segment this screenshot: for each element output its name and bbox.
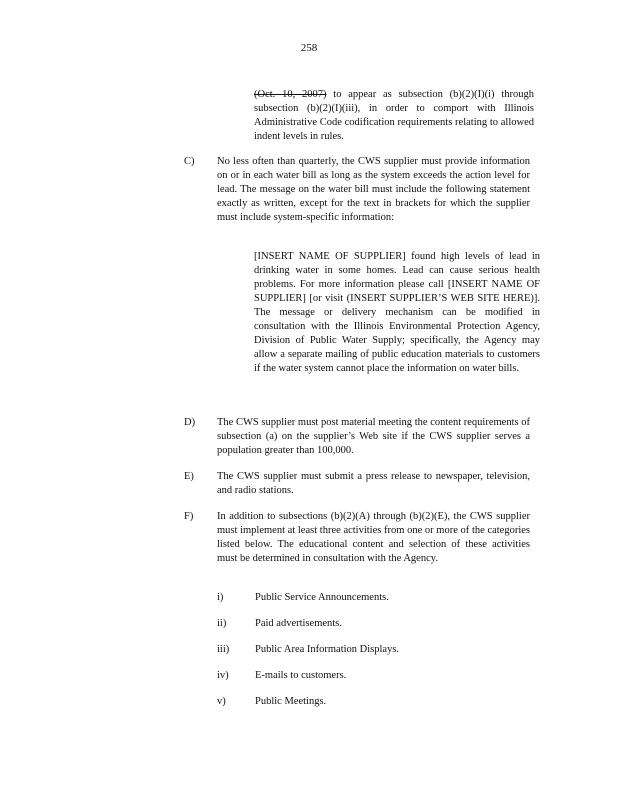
- subitem-label-iv: iv): [217, 670, 229, 681]
- subitem-text-v: Public Meetings.: [255, 696, 327, 707]
- water-bill-statement: [INSERT NAME OF SUPPLIER] found high levels of lead in drinking water in some homes. Lead can cause serious health problems. For more information please call [INSERT NAME OF SUPPLIER] [or visit (INSERT SUPPLIER’S WEB SITE HERE)]. The message or delivery mechanism can be modified in consultation with the Illinois Environmental Protection Agency, Division of Public Water Supply; specifically, the Agency may allow a separate mailing of public education materials to customers if the water system cannot place the information on water bills.: [254, 251, 540, 374]
- item-text-c: No less often than quarterly, the CWS supplier must provide information on or in each water bill as long as the system exceeds the action level for lead. The message on the water bill must include the following statement exactly as written, except for the text in brackets for which the supplier must include system-specific information:: [217, 156, 530, 223]
- item-text-d: The CWS supplier must post material meeting the content requirements of subsection (a) on the supplier’s Web site if the CWS supplier serves a population greater than 100,000.: [217, 417, 530, 456]
- item-label-c: C): [184, 156, 195, 167]
- struck-date: (Oct. 10, 2007): [254, 89, 327, 100]
- subitem-label-v: v): [217, 696, 226, 707]
- subitem-text-iv: E-mails to customers.: [255, 670, 347, 681]
- item-text-f: In addition to subsections (b)(2)(A) through (b)(2)(E), the CWS supplier must implement at least three activities from one or more of the categories listed below. The educational content and selection of these activities must be determined in consultation with the Agency.: [217, 511, 530, 564]
- item-label-f: F): [184, 511, 194, 522]
- subitem-label-i: i): [217, 592, 224, 603]
- page-number: 258: [300, 42, 318, 54]
- subitem-text-i: Public Service Announcements.: [255, 592, 389, 603]
- item-text-e: The CWS supplier must submit a press release to newspaper, television, and radio stations.: [217, 471, 530, 496]
- subitem-text-iii: Public Area Information Displays.: [255, 644, 400, 655]
- amendment-note: [254, 88, 534, 144]
- subitem-label-iii: iii): [217, 644, 230, 655]
- item-label-d: D): [184, 417, 196, 428]
- subitem-label-ii: ii): [217, 618, 227, 629]
- subitem-text-ii: Paid advertisements.: [255, 618, 342, 629]
- note-text: to appear as subsection (b)(2)(I)(i) through subsection (b)(2)(I)(iii), in order to comport with Illinois Administrative Code codification requirements relating to allowed indent levels in rules.: [254, 89, 534, 142]
- item-label-e: E): [184, 471, 194, 482]
